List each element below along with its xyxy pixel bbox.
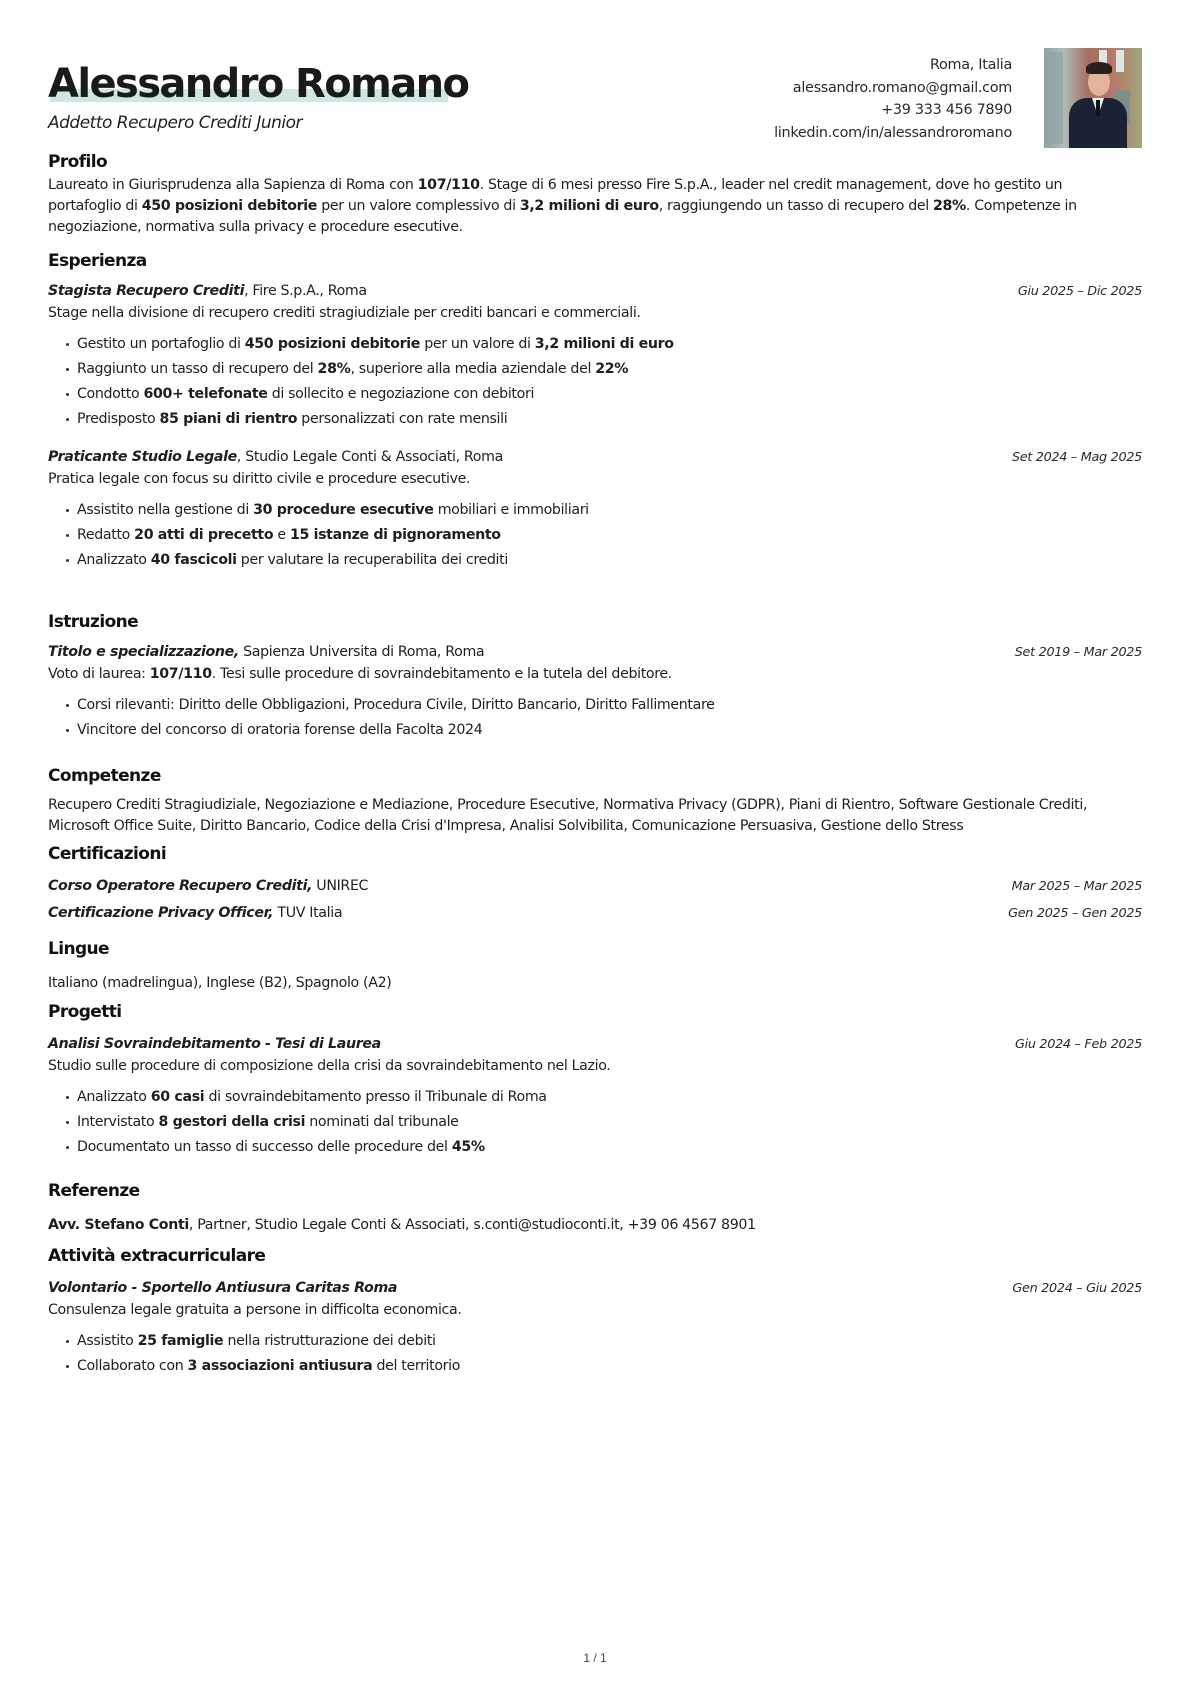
list-item: Vincitore del concorso di oratoria forense della Facolta 2024 [66, 718, 715, 743]
list-item: Collaborato con 3 associazioni antiusura del territorio [66, 1354, 460, 1379]
profile-summary: Laureato in Giurisprudenza alla Sapienza di Roma con 107/110. Stage di 6 mesi presso Fire S.p.A., leader nel credit management, dove ho gestito un portafoglio di 450 posizioni debitorie per un valore complessivo di 3,2 milioni di euro, raggiungendo un tasso di recupero del 28%. Competenze in negoziazione, normativa sulla privacy e procedure esecutive. [48, 177, 1077, 235]
certification-item-2: Certificazione Privacy Officer, TUV Italia [48, 905, 343, 921]
section-title-education: Istruzione [48, 614, 138, 631]
resume-page [48, 0, 1142, 1374]
candidate-name: Alessandro Romano [48, 61, 469, 107]
list-item: Predisposto 85 piani di rientro personalizzati con rate mensili [66, 407, 674, 432]
section-title-references: Referenze [48, 1181, 140, 1201]
certification-item-1-date: Mar 2025 – Mar 2025 [1011, 879, 1142, 894]
resume-header [48, 0, 1142, 160]
extracurricular-item-1-description: Consulenza legale gratuita a persone in difficolta economica. [48, 1302, 462, 1318]
extracurricular-item-1-title: Volontario - Sportello Antiusura Caritas Roma [48, 1280, 398, 1296]
education-item-1-bullets [66, 693, 715, 743]
section-title-skills: Competenze [48, 768, 161, 785]
project-item-1-title: Analisi Sovraindebitamento - Tesi di Laurea [48, 1036, 381, 1052]
certification-item-2-date: Gen 2025 – Gen 2025 [1008, 906, 1142, 921]
section-title-extracurricular: Attività extracurriculare [48, 1248, 265, 1265]
job-title: Addetto Recupero Crediti Junior [48, 113, 303, 133]
experience-item-2-bullets [66, 498, 589, 573]
list-item: Raggiunto un tasso di recupero del 28%, superiore alla media aziendale del 22% [66, 357, 674, 382]
contact-linkedin[interactable]: linkedin.com/in/alessandroromano [774, 124, 1012, 141]
name-block [48, 61, 469, 107]
list-item: Analizzato 40 fascicoli per valutare la recuperabilita dei crediti [66, 548, 589, 573]
list-item: Condotto 600+ telefonate di sollecito e negoziazione con debitori [66, 382, 674, 407]
contact-info [774, 54, 1012, 144]
list-item: Analizzato 60 casi di sovraindebitamento presso il Tribunale di Roma [66, 1085, 547, 1110]
project-item-1-bullets [66, 1085, 547, 1160]
education-item-1-description: Voto di laurea: 107/110. Tesi sulle procedure di sovraindebitamento e la tutela del debitore. [48, 666, 672, 682]
project-item-1-date: Giu 2024 – Feb 2025 [1014, 1037, 1142, 1052]
list-item: Intervistato 8 gestori della crisi nominati dal tribunale [66, 1110, 547, 1135]
contact-email[interactable]: alessandro.romano@gmail.com [792, 79, 1012, 96]
reference-entry: Avv. Stefano Conti, Partner, Studio Legale Conti & Associati, s.conti@studioconti.it, +39 06 4567 8901 [48, 1217, 756, 1233]
contact-location: Roma, Italia [929, 57, 1012, 73]
extracurricular-item-1-date: Gen 2024 – Giu 2025 [1012, 1281, 1142, 1296]
experience-item-1-date: Giu 2025 – Dic 2025 [1017, 284, 1142, 299]
page-number: 1 / 1 [583, 1651, 607, 1665]
contact-phone: +39 333 456 7890 [881, 102, 1012, 118]
experience-item-1-bullets [66, 332, 674, 432]
list-item: Gestito un portafoglio di 450 posizioni debitorie per un valore di 3,2 milioni di euro [66, 332, 674, 357]
list-item: Documentato un tasso di successo delle procedure del 45% [66, 1135, 547, 1160]
education-item-1-date: Set 2019 – Mar 2025 [1014, 645, 1142, 660]
experience-item-1-title: Stagista Recupero Crediti, Fire S.p.A., Roma [48, 283, 367, 299]
list-item: Redatto 20 atti di precetto e 15 istanze di pignoramento [66, 523, 589, 548]
experience-item-1-description: Stage nella divisione di recupero crediti stragiudiziale per crediti bancari e commerciali. [48, 305, 641, 321]
section-title-projects: Progetti [48, 1002, 122, 1022]
project-item-1-description: Studio sulle procedure di composizione della crisi da sovraindebitamento nel Lazio. [48, 1058, 611, 1074]
extracurricular-item-1-bullets [66, 1329, 460, 1379]
education-item-1-title: Titolo e specializzazione, Sapienza Universita di Roma, Roma [48, 644, 485, 660]
skills-list: Recupero Crediti Stragiudiziale, Negoziazione e Mediazione, Procedure Esecutive, Normativa Privacy (GDPR), Piani di Rientro, Software Gestionale Crediti, Microsoft Office Suite, Diritto Bancario, Codice della Crisi d'Impresa, Analisi Solvibilita, Comunicazione Persuasiva, Gestione dello Stress [48, 797, 1088, 834]
section-title-experience: Esperienza [48, 251, 147, 271]
section-title-profile: Profilo [48, 152, 108, 172]
experience-item-2-description: Pratica legale con focus su diritto civile e procedure esecutive. [48, 471, 471, 487]
section-title-languages: Lingue [48, 939, 109, 959]
experience-item-2-title: Praticante Studio Legale, Studio Legale Conti & Associati, Roma [48, 449, 503, 465]
section-title-certifications: Certificazioni [48, 846, 166, 863]
list-item: Corsi rilevanti: Diritto delle Obbligazioni, Procedura Civile, Diritto Bancario, Diritto Fallimentare [66, 693, 715, 718]
list-item: Assistito 25 famiglie nella ristrutturazione dei debiti [66, 1329, 460, 1354]
certification-item-1: Corso Operatore Recupero Crediti, UNIREC [48, 878, 369, 894]
experience-item-2-date: Set 2024 – Mag 2025 [1011, 450, 1142, 465]
list-item: Assistito nella gestione di 30 procedure esecutive mobiliari e immobiliari [66, 498, 589, 523]
profile-photo [1044, 48, 1142, 148]
languages-list: Italiano (madrelingua), Inglese (B2), Spagnolo (A2) [48, 975, 392, 991]
